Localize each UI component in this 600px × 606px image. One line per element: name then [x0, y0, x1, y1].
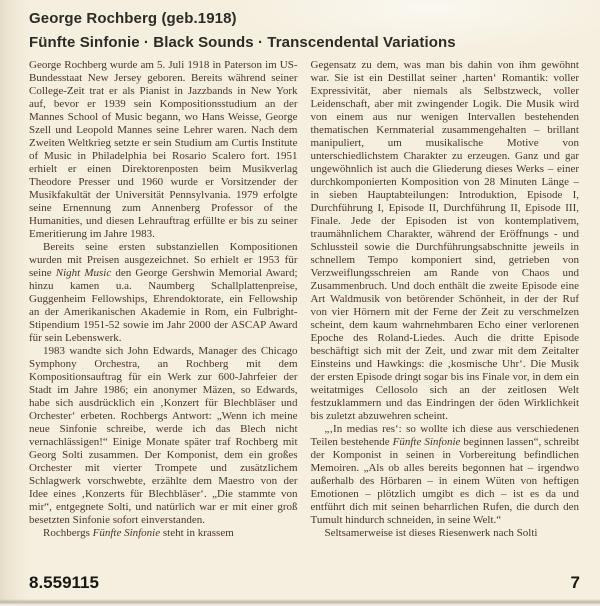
- paragraph: Rochbergs Fünfte Sinfonie steht in krassem: [43, 527, 234, 539]
- paragraph: „‚In medias res‘: so wollte ich diese aus verschiedenen Teilen bestehende Fünfte Sinfonie beginnen lassen“, schreibt der Komponist in seinen in Vorbereitung befindlichen Memoiren. „Als ob alles bereits begonnen hat – irgendwo außerhalb des Hörbaren – in einem Wüten von heftigen Emotionen – plötzlich umgibt es dich – ist es da und entführt dich mit seinen beharrlichen Rufen, die durch den Tumult hindurch schneiden, in seine Welt.“: [310, 423, 579, 526]
- works-subtitle: Fünfte Sinfonie · Black Sounds · Transcendental Variations: [29, 33, 456, 51]
- paragraph: 1983 wandte sich John Edwards, Manager des Chicago Symphony Orchestra, an Rochberg mit dem Kompositionsauftrag für ein Werk zur 600-Jahrfeier der Stadt im Jahre 1986; ein anonymer Mäzen, so Edwards, habe sich ausdrücklich ein ‚Konzert für Blechbläser und Orchester‘ erbeten. Rochbergs Antwort: „Wenn ich meine neue Sinfonie schreibe, werde ich das Blech nicht vernachlässigen!“ Einige Monate später traf Rochberg mit Georg Solti zusammen. Der Komponist, dem ein großes Orchester mit vierter Trompete und zusätzlichem Schlagwerk vorschwebte, erzählte dem Maestro von der Idee eines ‚Konzerts für Blechbläser‘. „Die stammte von mir“, entgegnete Solti, und natürlich war er mit einer groß besetzten Sinfonie sofort einverstanden.: [29, 345, 298, 526]
- catalog-number: 8.559115: [29, 573, 99, 592]
- text-column-left: [29, 59, 298, 583]
- paragraph: Seltsamerweise ist dieses Riesenwerk nach Solti: [324, 527, 538, 539]
- page-bottom-edge: [0, 599, 600, 606]
- page-title: George Rochberg (geb.1918): [29, 10, 237, 27]
- text-columns: [29, 59, 579, 583]
- paragraph: Gegensatz zu dem, was man bis dahin von ihm gewöhnt war. Sie ist ein Destillat seiner ‚harten‘ Romantik: voller Expressivität, aber niemals als Selbstzweck, voller Leidenschaft, aber mit zwingender Logik. Die Musik wird von einem aus nur wenigen Intervallen bestehenden thematischen Kernmaterial zusammengehalten – brillant manipuliert, um musikalische Motive von unterschiedlichstem Charakter zu erzeugen. Ganz und gar ungewöhnlich ist auch die Gliederung dieses Werks – einer durchkomponierten Komposition von 28 Minuten Länge – in sieben Hauptabteilungen: Introduktion, Episode I, Durchführung I, Episode II, Durchführung II, Episode III, Finale. Jede der Episoden ist von kontemplativem, traumähnlichem Charakter, während der Eröffnungs - und Schlussteil sowie die Durchführungsabschnitte jeweils in schnellem Tempo komponiert sind, getrieben von Verzweiflungsschreien am Rande von Chaos und Zusammenbruch. Und doch enthält die zweite Episode eine Art Waldmusik von betörender Schönheit, in der der Ruf von vier Hörnern mit der Ferne der Zeit zu verschmelzen scheint, dem kaum wahrnehmbaren Echo einer verlorenen Epoche des Roland-Liedes. Auch die dritte Episode beschäftigt sich mit der Zeit, und zwar mit dem Zeitalter Einsteins und Hawkings: die ‚kosmische Uhr‘. Die Musik der ersten Episode dringt sogar bis ins Finale vor, in dem ein weitatmiges Cellosolo sich an der zeitlosen Welt festzuklammern und das Eindringen der öden Wirklichkeit bis zuletzt abzuwehren scheint.: [310, 59, 579, 422]
- paragraph: George Rochberg wurde am 5. Juli 1918 in Paterson im US-Bundesstaat New Jersey geboren. Bereits während seiner College-Zeit trat er als Pianist in Jazzbands in New York auf, bevor er 1939 sein Kompositionsstudium an der Mannes School of Music begann, wo Hans Weisse, George Szell und Leopold Mannes seine Lehrer waren. Nach dem Zweiten Weltkrieg setzte er sein Studium am Curtis Institute of Music in Philadelphia bei Rosario Scalero fort. 1951 erhielt er einen Direktorenposten beim Musikverlag Theodore Presser und 1960 wurde er Vorsitzender der Musikfakultät der Universität Pennsylvania. 1979 erfolgte seine Ernennung zum Annenberg Professor of the Humanities, und diesen Lehrauftrag erfüllte er bis zu seiner Emeritierung im Jahre 1983.: [29, 59, 298, 240]
- page-number: 7: [570, 573, 580, 592]
- text-column-right: [311, 59, 580, 583]
- paragraph: Bereits seine ersten substanziellen Kompositionen wurden mit Preisen ausgezeichnet. So erhielt er 1953 für seine Night Music den George Gershwin Memorial Award; hinzu kamen u.a. Naumberg Schallplattenpreise, Guggenheim Fellowships, Ehrendoktorate, ein Fellowship an der Amerikanischen Akademie in Rom, ein Fulbright-Stipendium 1951-52 sowie im Jahr 2000 der ASCAP Award für sein Lebenswerk.: [29, 241, 298, 344]
